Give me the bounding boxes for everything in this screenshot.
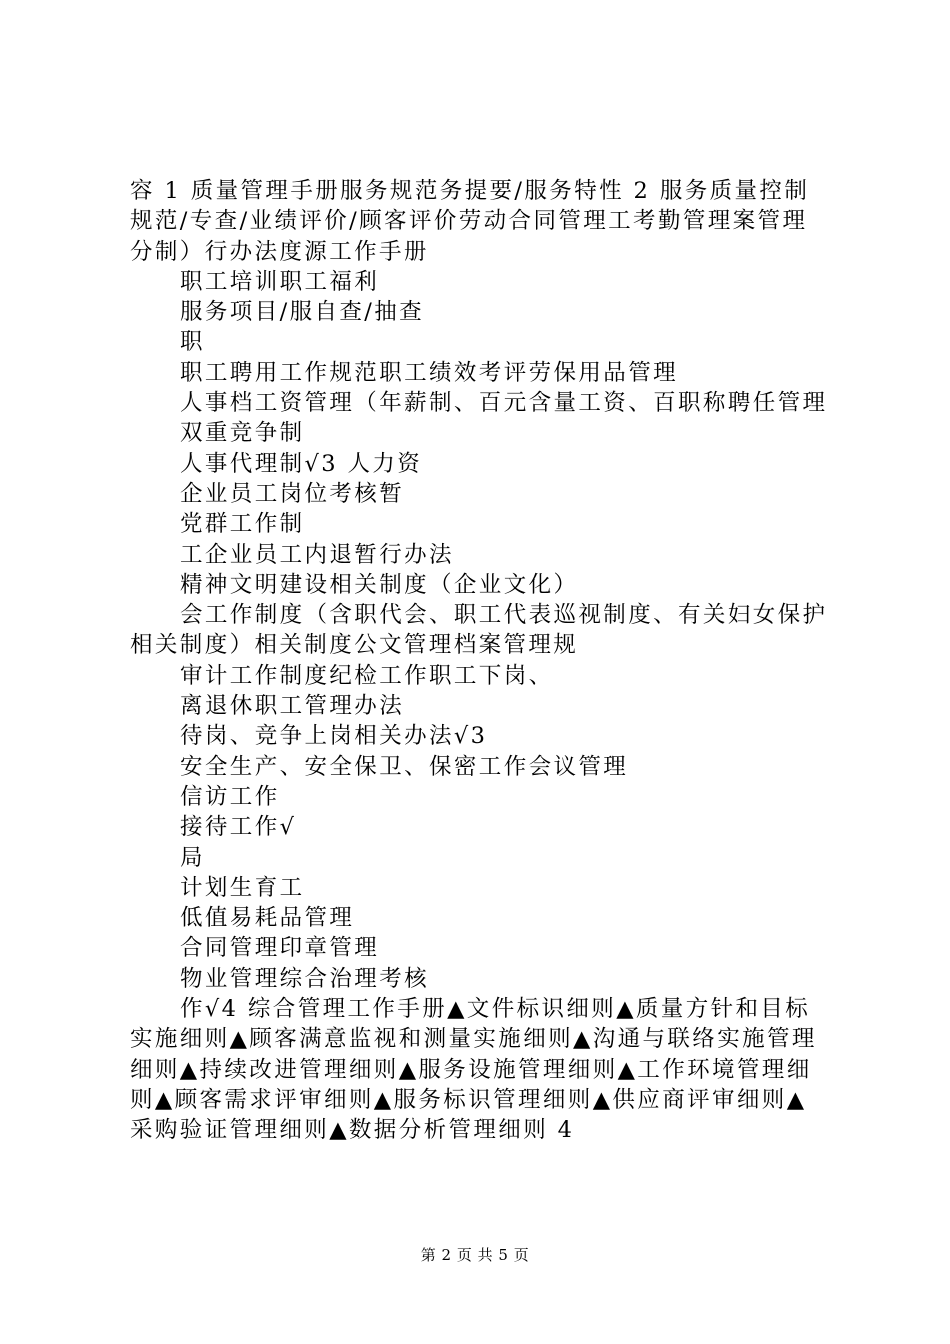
paragraph: 精神文明建设相关制度（企业文化） [180,571,579,598]
paragraph: 职 [180,329,205,356]
paragraph: 接待工作√ [180,814,297,841]
paragraph: 容 1 质量管理手册服务规范务提要/服务特性 2 服务质量控制规范/专查/业绩评价/顾客评价劳动合同管理工考勤管理案管理分制）行办法度源工作手册 [130,178,810,265]
paragraph: 企业员工岗位考核暂 [180,480,405,507]
paragraph: 人事档工资管理（年薪制、百元含量工资、百职称聘任管理 [180,390,828,417]
paragraph: 职工培训职工福利 [180,268,380,295]
paragraph: 服务项目/服自查/抽查 [180,299,425,326]
page-footer [0,1244,950,1265]
paragraph: 职工聘用工作规范职工绩效考评劳保用品管理 [180,359,679,386]
paragraph: 工企业员工内退暂行办法 [180,541,454,568]
paragraph: 人事代理制√3 人力资 [180,450,423,477]
paragraph: 低值易耗品管理 [180,905,355,932]
paragraph: 安全生产、安全保卫、保密工作会议管理 [180,753,629,780]
paragraph: 物业管理综合治理考核 [180,965,430,992]
paragraph: 会工作制度（含职代会、职工代表巡视制度、有关妇女保护相关制度）相关制度公文管理档案管理规 [130,602,828,659]
paragraph: 局 [180,844,205,871]
document-body [130,176,830,1146]
page-number: 第 2 页 共 5 页 [420,1246,530,1264]
paragraph: 党群工作制 [180,511,305,538]
paragraph: 待岗、竞争上岗相关办法√3 [180,723,488,750]
paragraph: 离退休职工管理办法 [180,693,405,720]
paragraph: 计划生育工 [180,874,305,901]
paragraph: 双重竞争制 [180,420,305,447]
paragraph: 信访工作 [180,783,280,810]
paragraph: 作√4 综合管理工作手册▲文件标识细则▲质量方针和目标实施细则▲顾客满意监视和测量实施细则▲沟通与联络实施管理细则▲持续改进管理细则▲服务设施管理细则▲工作环境管理细则▲顾客需求评审细则▲服务标识管理细则▲供应商评审细则▲采购验证管理细则▲数据分析管理细则 4 [130,996,817,1144]
paragraph: 合同管理印章管理 [180,935,380,962]
paragraph: 审计工作制度纪检工作职工下岗、 [180,662,554,689]
